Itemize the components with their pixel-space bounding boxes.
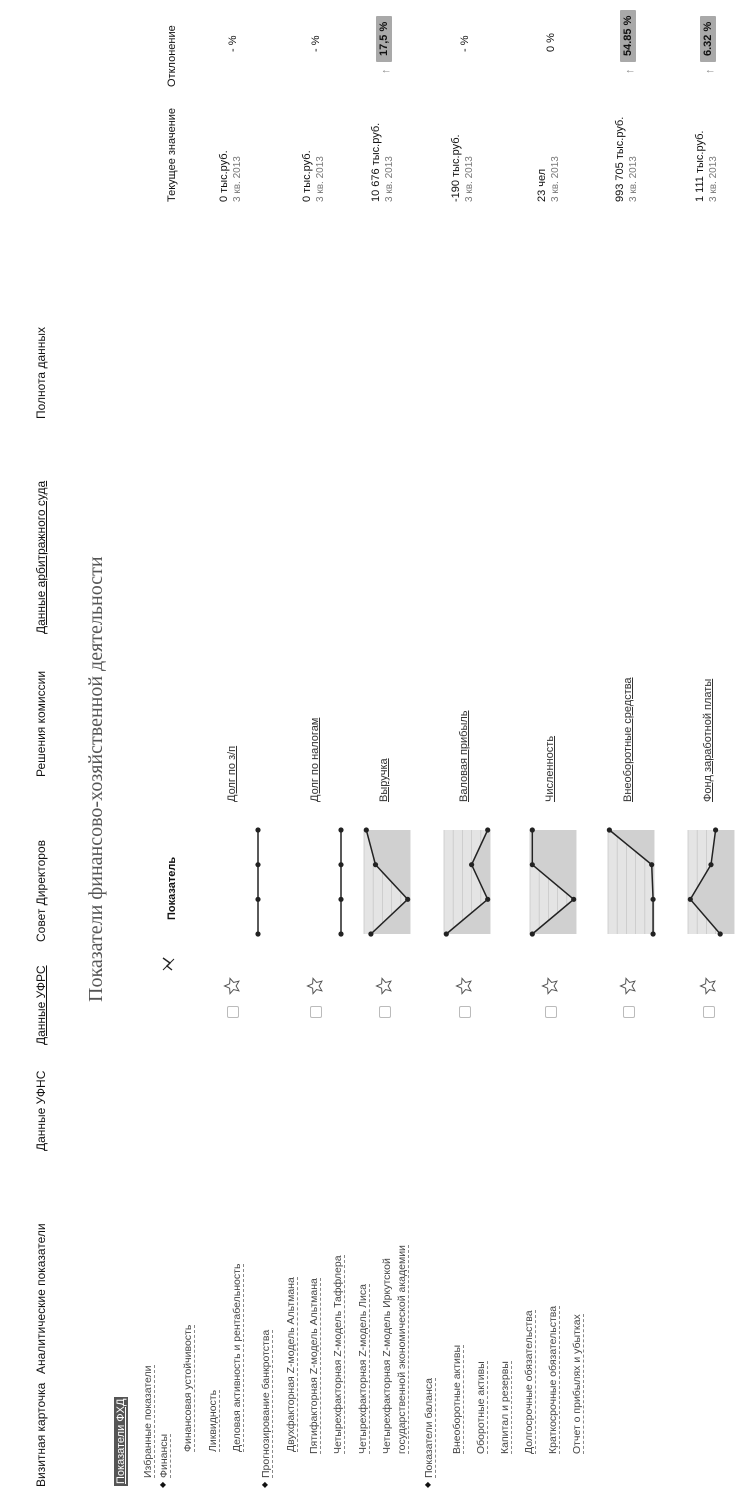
expand-arrow-icon[interactable]: ◆ bbox=[260, 1481, 269, 1488]
sparkline-chart bbox=[682, 822, 740, 942]
deviation-value: 0 % bbox=[545, 33, 557, 52]
sidebar-item-irkutsk-cont[interactable]: государственной экономической академии bbox=[396, 1245, 408, 1454]
sparkline-point bbox=[338, 862, 343, 867]
current-period: 3 кв. 2013 bbox=[232, 156, 243, 202]
tab-arbitration[interactable]: Данные арбитражного суда bbox=[34, 480, 48, 634]
current-period: 3 кв. 2013 bbox=[464, 156, 475, 202]
sparkline-point bbox=[713, 827, 718, 832]
sidebar-item-irkutsk[interactable]: Четырехфакторная Z-модель Иркутской bbox=[381, 1258, 393, 1454]
deviation-badge: 6.32 % bbox=[700, 16, 716, 62]
tab-board[interactable]: Совет Директоров bbox=[34, 839, 48, 942]
current-value: -190 тыс.руб. bbox=[450, 134, 462, 202]
current-period: 3 кв. 2013 bbox=[315, 156, 326, 202]
row-checkbox[interactable] bbox=[227, 1006, 239, 1018]
sparkline-point bbox=[444, 931, 449, 936]
top-navigation bbox=[0, 0, 60, 1502]
indicator-name[interactable]: Внеоборотные средства bbox=[622, 677, 634, 802]
sidebar-item-taffler[interactable]: Четырехфакторная Z-модель Таффлера bbox=[332, 1255, 344, 1454]
sparkline-point bbox=[649, 862, 654, 867]
sparkline-point bbox=[364, 827, 369, 832]
sidebar-item-activity[interactable]: Деловая активность и рентабельность bbox=[231, 1263, 243, 1452]
sidebar-item-altman-5[interactable]: Пятифакторная Z-модель Альтмана bbox=[308, 1278, 320, 1454]
sparkline-point bbox=[530, 862, 535, 867]
sparkline-point bbox=[650, 897, 655, 902]
row-checkbox[interactable] bbox=[545, 1006, 557, 1018]
indicator-name[interactable]: Выручка bbox=[378, 758, 390, 802]
tab-ufrs[interactable]: Данные УФРС bbox=[34, 965, 48, 1045]
page-title: Показатели финансово-хозяйственной деятельности bbox=[85, 556, 107, 1002]
table-row bbox=[518, 0, 598, 1502]
table-row bbox=[200, 0, 280, 1502]
star-icon[interactable] bbox=[455, 977, 473, 995]
sidebar-item-balance[interactable]: Показатели баланса bbox=[423, 1378, 435, 1478]
sparkline-point bbox=[373, 862, 378, 867]
sidebar-title[interactable]: Показатели ФХД bbox=[115, 1398, 127, 1484]
indicator-name[interactable]: Долг по з/п bbox=[226, 745, 238, 802]
sparkline-point bbox=[688, 897, 693, 902]
deviation-badge: 54.85 % bbox=[620, 10, 636, 62]
sparkline-point bbox=[718, 931, 723, 936]
tab-data-completeness[interactable]: Полнота данных bbox=[34, 327, 48, 419]
sparkline-point bbox=[255, 897, 260, 902]
indicator-name[interactable]: Фонд заработной платы bbox=[702, 678, 714, 802]
deviation-badge: 17,5 % bbox=[376, 16, 392, 62]
sparkline-point bbox=[338, 897, 343, 902]
sparkline-chart bbox=[602, 822, 660, 942]
up-arrow-icon: ↑ bbox=[704, 68, 716, 74]
sparkline-point bbox=[255, 931, 260, 936]
tab-analytics[interactable]: Аналитические показатели bbox=[34, 1223, 48, 1374]
sidebar-item-pnl[interactable]: Отчет о прибылях и убытках bbox=[571, 1314, 583, 1454]
tab-business-card[interactable]: Визитная карточка bbox=[34, 1382, 48, 1487]
up-arrow-icon: ↑ bbox=[624, 68, 636, 74]
deviation-value: - % bbox=[459, 35, 471, 52]
deviation-value: - % bbox=[227, 35, 239, 52]
sidebar-item-stability[interactable]: Финансовая устойчивость bbox=[182, 1324, 194, 1452]
table-row bbox=[676, 0, 750, 1502]
current-value: 0 тыс.руб. bbox=[301, 150, 313, 202]
sidebar-item-shortterm[interactable]: Краткосрочные обязательства bbox=[547, 1305, 559, 1454]
sidebar-item-altman-2[interactable]: Двухфакторная Z-модель Альтмана bbox=[285, 1277, 297, 1452]
header-indicator: Показатель bbox=[166, 856, 178, 920]
sparkline-point bbox=[255, 827, 260, 832]
sidebar-item-favorites[interactable]: Избранные показатели bbox=[142, 1365, 154, 1478]
sidebar-item-bankruptcy[interactable]: Прогнозирование банкротства bbox=[260, 1329, 272, 1478]
sparkline-point bbox=[485, 897, 490, 902]
indicator-name[interactable]: Численность bbox=[544, 735, 556, 802]
table-row bbox=[352, 0, 432, 1502]
tab-ufns[interactable]: Данные УФНС bbox=[34, 1070, 48, 1151]
indicator-name[interactable]: Долг по налогам bbox=[309, 717, 321, 802]
sidebar-item-liquidity[interactable]: Ликвидность bbox=[207, 1389, 219, 1452]
sparkline-point bbox=[708, 862, 713, 867]
star-icon[interactable] bbox=[223, 977, 241, 995]
sidebar-item-noncurrent[interactable]: Внеоборотные активы bbox=[451, 1344, 463, 1454]
current-value: 0 тыс.руб. bbox=[218, 150, 230, 202]
table-row bbox=[596, 0, 676, 1502]
star-icon[interactable] bbox=[375, 977, 393, 995]
row-checkbox[interactable] bbox=[459, 1006, 471, 1018]
indicator-name[interactable]: Валовая прибыль bbox=[458, 710, 470, 802]
star-icon[interactable] bbox=[699, 977, 717, 995]
star-icon[interactable] bbox=[541, 977, 559, 995]
sparkline-point bbox=[530, 931, 535, 936]
sparkline-point bbox=[571, 897, 576, 902]
header-current-value: Текущее значение bbox=[166, 107, 178, 202]
sparkline-chart bbox=[524, 822, 582, 942]
current-value: 993 705 тыс.руб. bbox=[614, 116, 626, 202]
star-icon[interactable] bbox=[619, 977, 637, 995]
expand-arrow-icon[interactable]: ◆ bbox=[423, 1481, 432, 1488]
star-icon[interactable] bbox=[306, 977, 324, 995]
sparkline-chart bbox=[206, 822, 264, 942]
current-value: 10 676 тыс.руб. bbox=[370, 122, 382, 202]
current-period: 3 кв. 2013 bbox=[708, 156, 719, 202]
sparkline-point bbox=[607, 827, 612, 832]
sidebar-item-longterm[interactable]: Долгосрочные обязательства bbox=[523, 1310, 535, 1454]
table-row bbox=[283, 0, 363, 1502]
deviation-value: - % bbox=[310, 35, 322, 52]
current-period: 3 кв. 2013 bbox=[628, 156, 639, 202]
tab-commission[interactable]: Решения комиссии bbox=[34, 670, 48, 777]
sparkline-point bbox=[469, 862, 474, 867]
sparkline-point bbox=[530, 827, 535, 832]
row-checkbox[interactable] bbox=[379, 1006, 391, 1018]
sidebar-item-capital[interactable]: Капитал и резервы bbox=[499, 1361, 511, 1454]
row-checkbox[interactable] bbox=[310, 1006, 322, 1018]
sparkline-point bbox=[338, 827, 343, 832]
current-period: 3 кв. 2013 bbox=[550, 156, 561, 202]
sparkline-chart bbox=[358, 822, 416, 942]
sidebar-item-lis[interactable]: Четырехфакторная Z-модель Лиса bbox=[357, 1284, 369, 1454]
row-checkbox[interactable] bbox=[703, 1006, 715, 1018]
expand-arrow-icon[interactable]: ◆ bbox=[158, 1481, 167, 1488]
sparkline-point bbox=[405, 897, 410, 902]
table-row bbox=[432, 0, 512, 1502]
header-deviation: Отклонение bbox=[166, 25, 178, 87]
current-value: 23 чел bbox=[536, 168, 548, 202]
sparkline-point bbox=[255, 862, 260, 867]
sparkline-chart bbox=[289, 822, 347, 942]
sidebar-item-current[interactable]: Оборотные активы bbox=[475, 1361, 487, 1454]
sparkline-point bbox=[368, 931, 373, 936]
sidebar-item-finance[interactable]: Финансы bbox=[158, 1433, 170, 1478]
current-period: 3 кв. 2013 bbox=[384, 156, 395, 202]
sparkline-point bbox=[338, 931, 343, 936]
current-value: 1 111 тыс.руб. bbox=[694, 130, 706, 202]
row-checkbox[interactable] bbox=[623, 1006, 635, 1018]
sparkline-point bbox=[650, 931, 655, 936]
sparkline-point bbox=[485, 827, 490, 832]
sparkline-chart bbox=[438, 822, 496, 942]
up-arrow-icon: ↑ bbox=[380, 68, 392, 74]
chart-settings-icon[interactable] bbox=[160, 956, 176, 972]
